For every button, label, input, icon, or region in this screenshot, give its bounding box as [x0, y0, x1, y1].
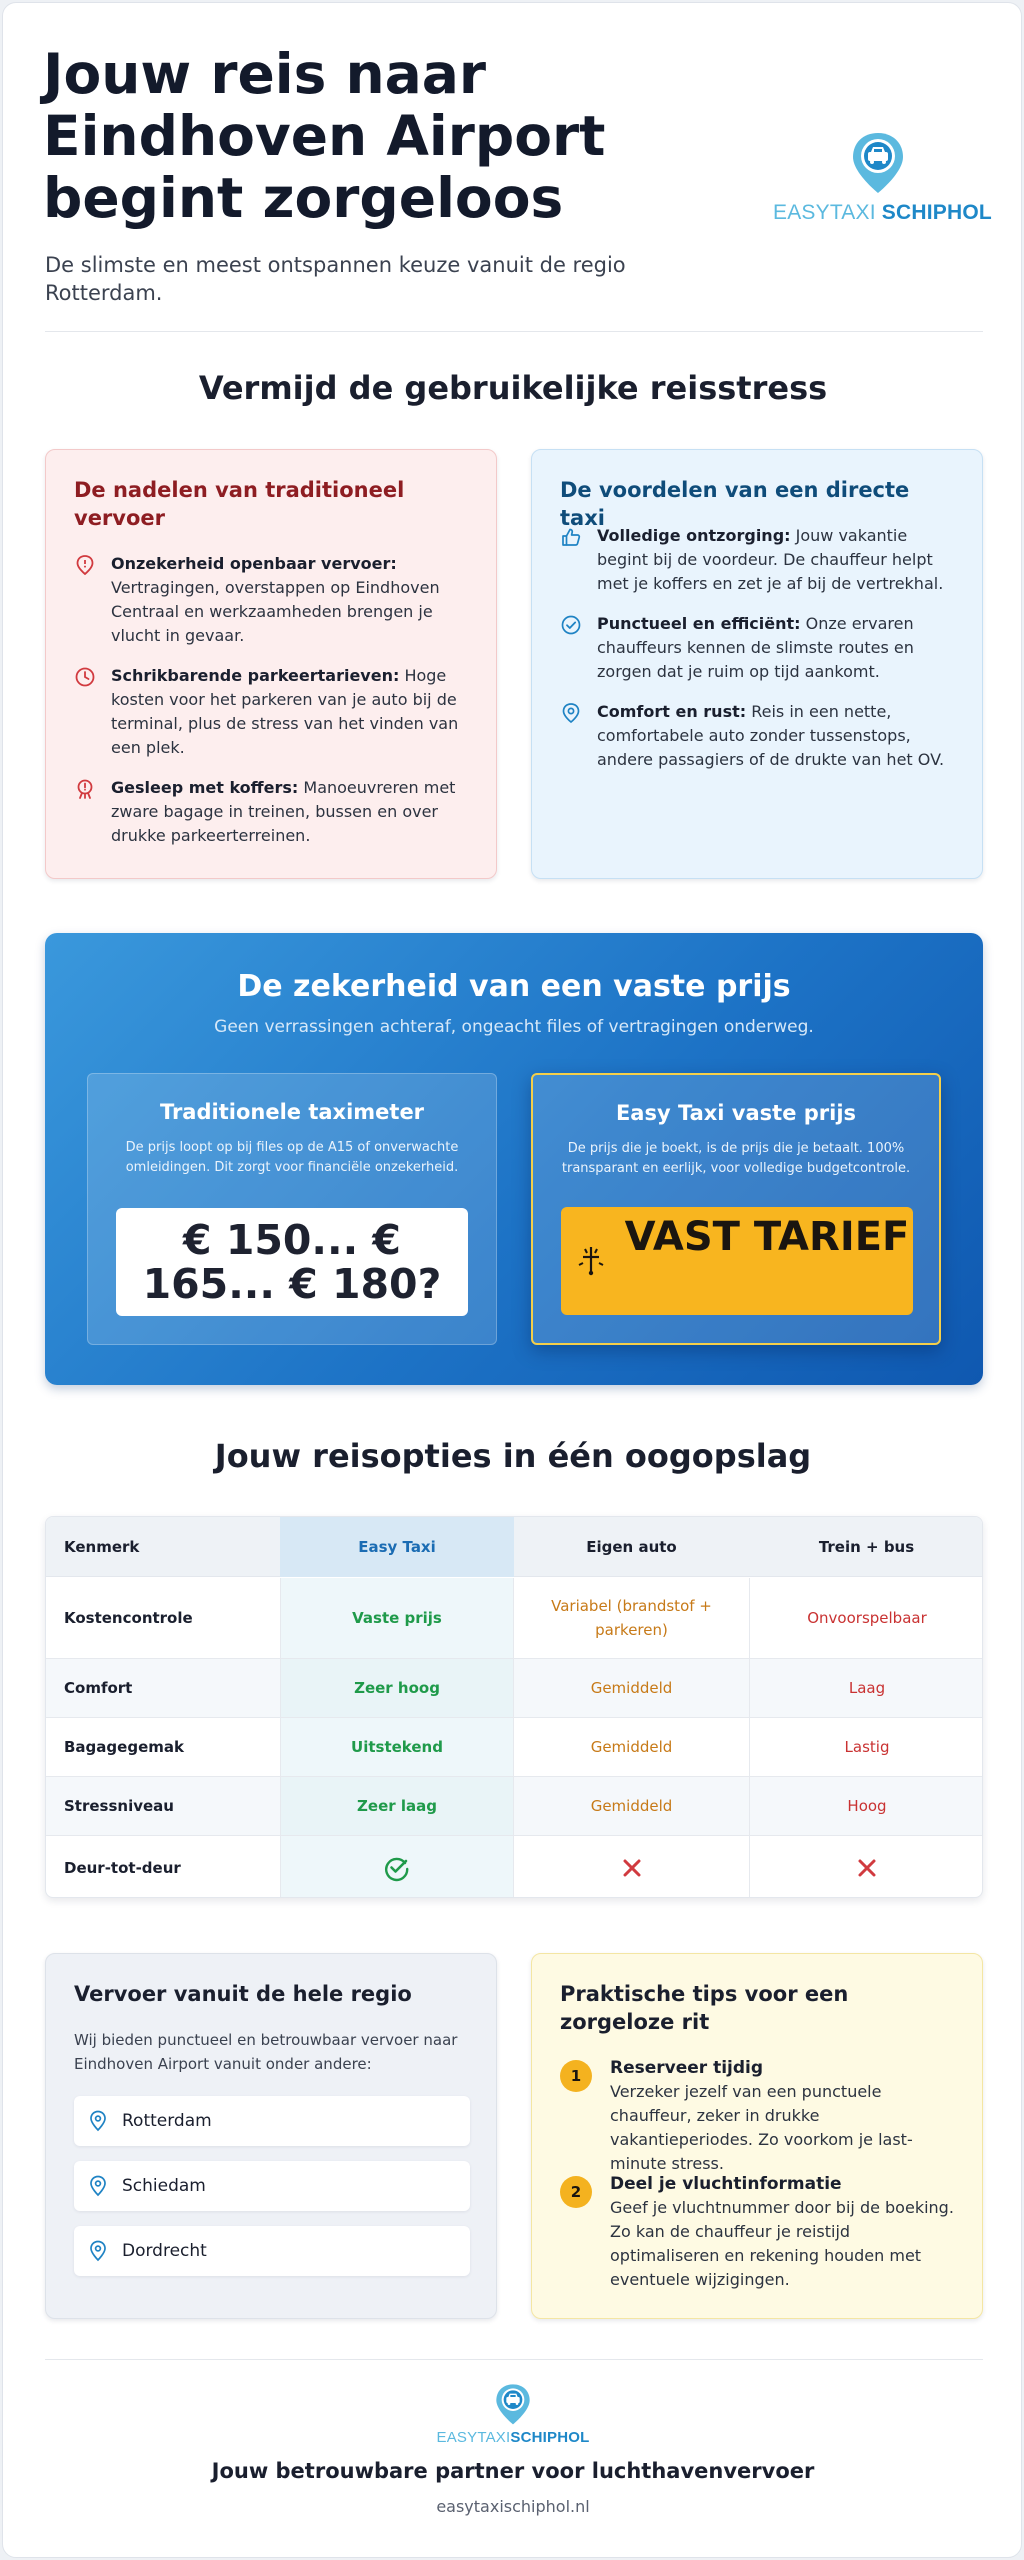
taximeter-title: Traditionele taximeter: [159, 1100, 425, 1124]
row-label: Bagagegemak: [64, 1738, 184, 1756]
clock-icon: [74, 666, 96, 688]
tip-item: [610, 2172, 960, 2292]
section-title-stress: Vermijd de gebruikelijke reisstress: [198, 369, 828, 407]
comparison-table: [45, 1516, 983, 1898]
cons-item: [74, 552, 474, 648]
cons-item-title: Onzekerheid openbaar vervoer:: [111, 554, 397, 573]
header-own-car: Eigen auto: [586, 1538, 677, 1556]
cell-ov: Hoog: [749, 1777, 983, 1835]
cross-icon: [622, 1858, 642, 1878]
region-card: [45, 1953, 497, 2319]
cell-easy: Zeer laag: [280, 1777, 514, 1835]
pros-item: [560, 700, 960, 772]
tip-number: 1: [560, 2060, 592, 2092]
row-label: Stressniveau: [64, 1797, 174, 1815]
fixed-price-box: [531, 1073, 941, 1345]
tip-text: Verzeker jezelf van een punctuele chauffeur, zeker in drukke vakantieperiodes. Zo voorkom je last-minute stress.: [610, 2082, 913, 2173]
alert-pin-icon: [74, 554, 96, 576]
pros-item-title: Punctueel en efficiënt:: [597, 614, 801, 633]
cell-ov: Onvoorspelbaar: [749, 1578, 983, 1658]
cons-item-title: Schrikbarende parkeertarieven:: [111, 666, 400, 685]
tips-title: Praktische tips voor een zorgeloze rit: [560, 1982, 849, 2034]
brand-light: EASYTAXI: [773, 201, 876, 224]
table-header: [46, 1517, 983, 1577]
cell-easy: Uitstekend: [280, 1718, 514, 1776]
price-title: De zekerheid van een vaste prijs: [237, 969, 791, 1004]
divider: [45, 2359, 983, 2360]
brand-logo: [773, 131, 992, 225]
pros-card: [531, 449, 983, 879]
location-pin-icon: [88, 2175, 108, 2197]
location-pin-icon: [88, 2240, 108, 2262]
tip-text: Geef je vluchtnummer door bij de boeking. Zo kan de chauffeur je reistijd optimaliseren en rekening houden met eventuele wijzigingen.: [610, 2198, 954, 2289]
city-label: Schiedam: [122, 2176, 206, 2196]
fixed-price-badge: [561, 1207, 913, 1315]
row-label: Deur-tot-deur: [64, 1858, 181, 1877]
header-easy-taxi: Easy Taxi: [280, 1517, 514, 1577]
check-circle-icon: [383, 1854, 411, 1882]
table-row: [46, 1718, 983, 1777]
table-row: [46, 1836, 983, 1898]
header-feature: Kenmerk: [64, 1538, 140, 1556]
city-item: [74, 2226, 470, 2276]
check-circle-icon: [560, 614, 582, 636]
location-pin-icon: [560, 702, 582, 724]
fixed-price-text: De prijs die je boekt, is de prijs die je betaalt. 100% transparant en eerlijk, voor volledige budgetcontrole.: [561, 1141, 911, 1176]
tip-item: [610, 2056, 960, 2176]
tips-card: [531, 1953, 983, 2319]
pros-item: [560, 612, 960, 684]
page: [2, 2, 1022, 2558]
tip-title: Reserveer tijdig: [610, 2058, 764, 2078]
table-row: [46, 1777, 983, 1836]
cons-item: [74, 776, 474, 848]
region-text: Wij bieden punctueel en betrouwbaar vervoer naar Eindhoven Airport vanuit onder andere:: [74, 2031, 458, 2073]
footer-wordmark: [3, 2429, 1022, 2446]
footer-brand-bold: SCHIPHOL: [510, 2429, 590, 2446]
cell-auto: Gemiddeld: [590, 1797, 673, 1815]
header-train-bus: Trein + bus: [818, 1538, 915, 1556]
stress-icon: [74, 778, 96, 800]
fixed-price-title: Easy Taxi vaste prijs: [615, 1101, 857, 1125]
cons-item-title: Gesleep met koffers:: [111, 778, 299, 797]
pros-item: [560, 524, 960, 596]
cons-item-text: Vertragingen, overstappen op Eindhoven Centraal en werkzaamheden brengen je vlucht in gevaar.: [111, 578, 440, 645]
cons-item-text: Manoeuvreren met zware bagage in treinen, bussen en over drukke parkeerterreinen.: [111, 778, 456, 845]
page-title: Jouw reis naar Eindhoven Airport begint zorgeloos: [43, 42, 606, 230]
fixed-price-label: VAST TARIEF: [624, 1214, 910, 1260]
thumbs-up-icon: [560, 526, 582, 548]
city-item: [74, 2096, 470, 2146]
taximeter-text: De prijs loopt op bij files op de A15 of onverwachte omleidingen. Dit zorgt voor financiële onzekerheid.: [125, 1140, 459, 1175]
pros-item-text: Reis in een nette, comfortabele auto zonder tussenstops, andere passagiers of de drukte van het OV.: [597, 702, 945, 769]
taxi-pin-icon: [494, 2383, 532, 2427]
city-label: Dordrecht: [122, 2241, 207, 2261]
row-label: Kostencontrole: [64, 1609, 193, 1627]
section-title-options: Jouw reisopties in één oogopslag: [214, 1437, 812, 1475]
pros-item-title: Comfort en rust:: [597, 702, 747, 721]
cell-auto: Variabel (brandstof + parkeren): [551, 1597, 712, 1639]
cons-card: [45, 449, 497, 879]
city-item: [74, 2161, 470, 2211]
page-subtitle: De slimste en meest ontspannen keuze vanuit de regio Rotterdam.: [45, 253, 626, 305]
taximeter-price: € 150... € 165... € 180?: [142, 1216, 442, 1308]
divider: [45, 331, 983, 332]
cell-easy: Zeer hoog: [280, 1659, 514, 1717]
table-row: [46, 1578, 983, 1659]
pros-title: De voordelen van een directe taxi: [560, 478, 910, 530]
footer-url[interactable]: easytaxischiphol.nl: [436, 2497, 590, 2516]
city-label: Rotterdam: [122, 2111, 212, 2131]
cell-auto: [514, 1836, 749, 1898]
brand-bold: SCHIPHOL: [881, 201, 992, 224]
price-section: [45, 933, 983, 1385]
taxi-pin-icon: [850, 131, 906, 197]
cons-title: De nadelen van traditioneel vervoer: [74, 478, 405, 530]
footer-brand-light: EASYTAXI: [436, 2429, 511, 2446]
row-label: Comfort: [64, 1679, 133, 1697]
region-title: Vervoer vanuit de hele regio: [74, 1982, 412, 2006]
tip-title: Deel je vluchtinformatie: [610, 2174, 842, 2194]
pros-item-text: Onze ervaren chauffeurs kennen de slimste routes en zorgen dat je ruim op tijd aankomt.: [597, 614, 914, 681]
taximeter-box: [87, 1073, 497, 1345]
cell-ov: Laag: [749, 1659, 983, 1717]
cell-auto: Gemiddeld: [590, 1738, 673, 1756]
tip-number: 2: [560, 2176, 592, 2208]
cell-ov: Lastig: [749, 1718, 983, 1776]
table-row: [46, 1659, 983, 1718]
brand-wordmark: [773, 201, 992, 225]
fixed-price-icon: [573, 1243, 609, 1279]
footer-tagline: Jouw betrouwbare partner voor luchthavenvervoer: [211, 2459, 815, 2483]
cell-easy: [280, 1836, 514, 1898]
cross-icon: [857, 1858, 877, 1878]
pros-item-title: Volledige ontzorging:: [597, 526, 791, 545]
cons-item: [74, 664, 474, 760]
cons-item-text: Hoge kosten voor het parkeren van je auto bij de terminal, plus de stress van het vinden van een plek.: [111, 666, 459, 757]
cell-ov: [749, 1836, 983, 1898]
location-pin-icon: [88, 2110, 108, 2132]
cell-auto: Gemiddeld: [590, 1679, 673, 1697]
cell-easy: Vaste prijs: [280, 1578, 514, 1658]
pros-item-text: Jouw vakantie begint bij de voordeur. De chauffeur helpt met je koffers en zet je af bij de vertrekhal.: [597, 526, 944, 593]
price-subtitle: Geen verrassingen achteraf, ongeacht files of vertragingen onderweg.: [214, 1017, 814, 1037]
taximeter-price-box: [116, 1208, 468, 1316]
footer-logo: [3, 2383, 1022, 2446]
